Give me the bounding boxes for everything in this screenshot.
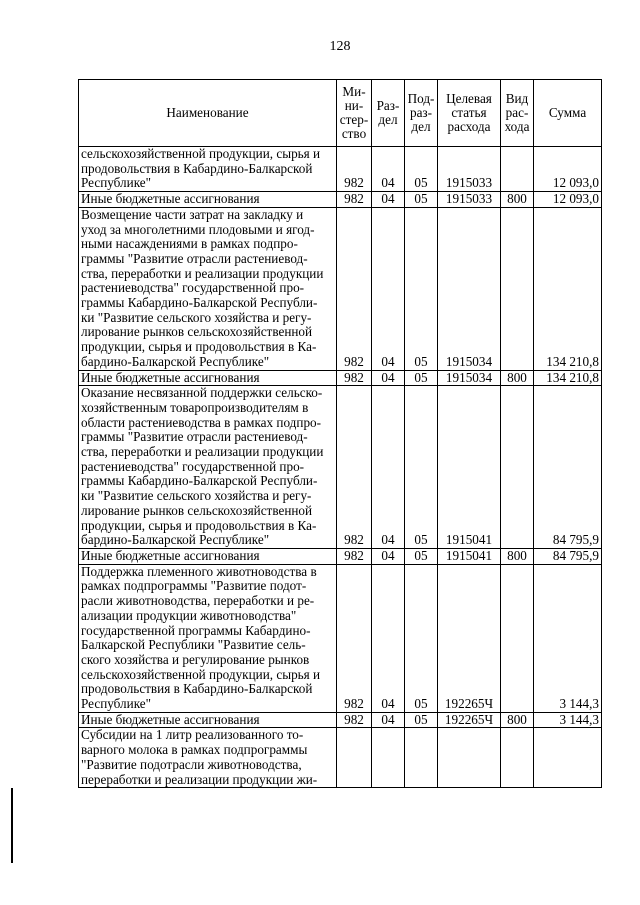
row-section	[372, 728, 405, 788]
row-sum: 12 093,0	[534, 192, 602, 208]
table-row	[79, 728, 602, 788]
row-name: Субсидии на 1 литр реализованного то- варного молока в рамках подпрограммы "Развитие подотрасли животноводства, переработки и реализации продукции жи-	[79, 728, 337, 788]
row-subsection: 05	[405, 207, 438, 370]
row-target: 1915034	[438, 370, 501, 386]
row-section: 04	[372, 147, 405, 192]
table-row	[79, 564, 602, 712]
table-row	[79, 548, 602, 564]
page-number: 128	[329, 39, 351, 54]
row-subsection	[405, 728, 438, 788]
row-target	[438, 728, 501, 788]
row-type: 800	[501, 192, 534, 208]
row-type: 800	[501, 370, 534, 386]
row-target: 1915041	[438, 386, 501, 549]
table-header-row	[79, 80, 602, 147]
row-section: 04	[372, 712, 405, 728]
row-ministry: 982	[337, 192, 372, 208]
row-sum: 134 210,8	[534, 370, 602, 386]
row-subsection: 05	[405, 548, 438, 564]
row-ministry: 982	[337, 712, 372, 728]
row-ministry	[337, 728, 372, 788]
row-sum: 3 144,3	[534, 564, 602, 712]
row-section: 04	[372, 192, 405, 208]
row-section: 04	[372, 207, 405, 370]
header-subsection: Под- раз- дел	[405, 80, 438, 147]
row-ministry: 982	[337, 564, 372, 712]
header-section: Раз- дел	[372, 80, 405, 147]
row-sum: 134 210,8	[534, 207, 602, 370]
row-subsection: 05	[405, 564, 438, 712]
row-sum: 84 795,9	[534, 386, 602, 549]
table-row	[79, 370, 602, 386]
row-subsection: 05	[405, 712, 438, 728]
row-name: Возмещение части затрат на закладку и уход за многолетними плодовыми и ягод- ными насаждениями в рамках подпро- граммы "Развитие отрасли растениевод- ства, переработки и реализации продукции растениеводства" государственной про- граммы Кабардино-Балкарской Республи- ки "Развитие сельского хозяйства и регу- лирование рынков сельскохозяйственной продукции, сырья и продовольствия в Ка- бардино-Балкарской Республике"	[79, 207, 337, 370]
header-target: Целевая статья расхода	[438, 80, 501, 147]
row-name: Иные бюджетные ассигнования	[79, 192, 337, 208]
row-target: 192265Ч	[438, 712, 501, 728]
row-section: 04	[372, 564, 405, 712]
row-type	[501, 564, 534, 712]
row-ministry: 982	[337, 370, 372, 386]
row-type	[501, 207, 534, 370]
table-row	[79, 386, 602, 549]
row-type	[501, 147, 534, 192]
margin-mark	[11, 788, 13, 863]
table-row	[79, 147, 602, 192]
header-ministry: Ми- ни- стер- ство	[337, 80, 372, 147]
row-target: 1915033	[438, 147, 501, 192]
row-ministry: 982	[337, 548, 372, 564]
row-name: Оказание несвязанной поддержки сельско- хозяйственным товаропроизводителям в области растениеводства в рамках подпро- граммы "Развитие отрасли растениевод- ства, переработки и реализации продукции растениеводства" государственной про- граммы Кабардино-Балкарской Республи- ки "Развитие сельского хозяйства и регу- лирование рынков сельскохозяйственной продукции, сырья и продовольствия в Ка- бардино-Балкарской Республике"	[79, 386, 337, 549]
row-subsection: 05	[405, 386, 438, 549]
row-type	[501, 386, 534, 549]
row-target: 1915034	[438, 207, 501, 370]
row-name: Поддержка племенного животноводства в рамках подпрограммы "Развитие подот- расли животноводства, переработки и ре- ализации продукции животноводства" государственной программы Кабардино- Балкарской Республики "Развитие сель- ского хозяйства и регулирование рынков сельскохозяйственной продукции, сырья и продовольствия в Кабардино-Балкарской Республике"	[79, 564, 337, 712]
row-sum: 84 795,9	[534, 548, 602, 564]
table-row	[79, 712, 602, 728]
row-type: 800	[501, 712, 534, 728]
row-subsection: 05	[405, 370, 438, 386]
row-name: Иные бюджетные ассигнования	[79, 370, 337, 386]
row-type	[501, 728, 534, 788]
row-sum: 12 093,0	[534, 147, 602, 192]
header-name: Наименование	[79, 80, 337, 147]
row-ministry: 982	[337, 386, 372, 549]
row-target: 1915041	[438, 548, 501, 564]
header-type: Вид рас- хода	[501, 80, 534, 147]
row-section: 04	[372, 370, 405, 386]
row-name: Иные бюджетные ассигнования	[79, 712, 337, 728]
row-ministry: 982	[337, 147, 372, 192]
row-sum: 3 144,3	[534, 712, 602, 728]
budget-table	[78, 79, 602, 788]
row-target: 192265Ч	[438, 564, 501, 712]
table-row	[79, 192, 602, 208]
row-subsection: 05	[405, 147, 438, 192]
row-subsection: 05	[405, 192, 438, 208]
header-sum: Сумма	[534, 80, 602, 147]
row-name: сельскохозяйственной продукции, сырья и продовольствия в Кабардино-Балкарской Республике"	[79, 147, 337, 192]
row-name: Иные бюджетные ассигнования	[79, 548, 337, 564]
table-row	[79, 207, 602, 370]
row-target: 1915033	[438, 192, 501, 208]
row-sum	[534, 728, 602, 788]
row-section: 04	[372, 386, 405, 549]
row-section: 04	[372, 548, 405, 564]
row-ministry: 982	[337, 207, 372, 370]
row-type: 800	[501, 548, 534, 564]
